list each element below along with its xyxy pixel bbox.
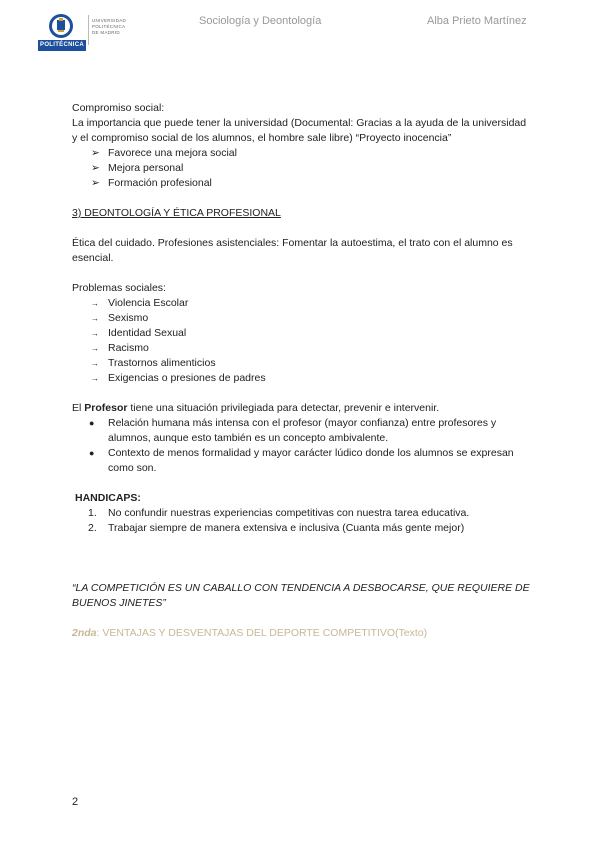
assignment-number: 2nda xyxy=(72,627,97,639)
list-bullet xyxy=(72,416,532,476)
paragraph xyxy=(72,401,532,416)
list-number: 1. xyxy=(88,507,97,519)
list-item xyxy=(72,521,532,536)
paragraph: Ética del cuidado. Profesiones asistenciales: Fomentar la autoestima, el trato con el alumno es esencial. xyxy=(72,237,513,264)
logo-text xyxy=(92,18,134,36)
arrow-bullet-icon: → xyxy=(91,299,99,308)
list-number: 2. xyxy=(88,522,97,534)
document-body xyxy=(72,101,532,641)
arrow-bullet-icon: → xyxy=(91,344,99,353)
logo-text-line: UNIVERSIDAD xyxy=(92,18,127,23)
list-item-text: No confundir nuestras experiencias competitivas con nuestra tarea educativa. xyxy=(108,507,470,519)
list-arrowhead xyxy=(72,146,532,191)
list-item-text: Relación humana más intensa con el profesor (mayor confianza) entre profesores y alumnos, aunque esto también es un concepto ambivalente. xyxy=(108,417,497,444)
page-number: 2 xyxy=(72,796,79,808)
list-item-text: Violencia Escolar xyxy=(108,297,189,309)
quote: “LA COMPETICIÓN ES UN CABALLO CON TENDENCIA A DESBOCARSE, QUE REQUIERE DE BUENOS JINETES” xyxy=(72,582,530,609)
list-item-text: Formación profesional xyxy=(108,177,212,189)
header-author: Alba Prieto Martínez xyxy=(427,15,527,27)
logo-divider xyxy=(88,15,89,45)
logo-text-line: POLITÉCNICA xyxy=(92,24,126,29)
list-item-text: Identidad Sexual xyxy=(108,327,187,339)
arrow-bullet-icon: → xyxy=(91,314,99,323)
header-title: Sociología y Deontología xyxy=(199,15,322,27)
arrow-bullet-icon: → xyxy=(91,329,99,338)
paragraph: Compromiso social: xyxy=(72,102,165,114)
list-item xyxy=(72,341,532,356)
list-item xyxy=(72,326,532,341)
assignment-text: : VENTAJAS Y DESVENTAJAS DEL DEPORTE COMPETITIVO(Texto) xyxy=(96,627,428,639)
section-heading: 3) DEONTOLOGÍA Y ÉTICA PROFESIONAL xyxy=(72,207,281,219)
list-item xyxy=(72,146,532,161)
list-arrow xyxy=(72,296,532,386)
list-item-text: Mejora personal xyxy=(108,162,184,174)
bullet-dot-icon: ● xyxy=(89,448,95,458)
text-run: tiene una situación privilegiada para detectar, prevenir e intervenir. xyxy=(127,402,440,414)
list-item xyxy=(72,356,532,371)
list-item xyxy=(72,311,532,326)
list-item xyxy=(72,176,532,191)
list-item xyxy=(72,296,532,311)
list-item-text: Sexismo xyxy=(108,312,149,324)
list-item-text: Racismo xyxy=(108,342,149,354)
logo-label: POLITÉCNICA xyxy=(38,40,86,51)
text-run: El xyxy=(72,402,85,414)
paragraph: Problemas sociales: xyxy=(72,282,166,294)
list-item xyxy=(72,506,532,521)
list-numbered xyxy=(72,506,532,536)
assignment-note xyxy=(72,626,532,641)
logo-text-line: DE MADRID xyxy=(92,30,120,35)
bold-text: Profesor xyxy=(84,402,128,414)
list-item-text: Contexto de menos formalidad y mayor carácter lúdico donde los alumnos se expresan como son. xyxy=(108,447,514,474)
list-item xyxy=(72,161,532,176)
crest-icon xyxy=(48,13,74,39)
paragraph: La importancia que puede tener la universidad (Documental: Gracias a la ayuda de la universidad y el compromiso social de los alumnos, el hombre sale libre) “Proyecto inocencia” xyxy=(72,117,527,144)
list-item xyxy=(72,446,532,476)
list-item xyxy=(72,371,532,386)
bullet-dot-icon: ● xyxy=(89,418,95,428)
arrowhead-bullet-icon: ➢ xyxy=(91,147,100,159)
handicaps-heading: HANDICAPS: xyxy=(75,492,141,504)
arrow-bullet-icon: → xyxy=(91,374,99,383)
arrowhead-bullet-icon: ➢ xyxy=(91,162,100,174)
list-item-text: Favorece una mejora social xyxy=(108,147,237,159)
arrow-bullet-icon: → xyxy=(91,359,99,368)
list-item-text: Trabajar siempre de manera extensiva e inclusiva (Cuanta más gente mejor) xyxy=(108,522,465,534)
list-item-text: Trastornos alimenticios xyxy=(108,357,216,369)
university-logo xyxy=(38,13,86,53)
list-item-text: Exigencias o presiones de padres xyxy=(108,372,266,384)
list-item xyxy=(72,416,532,446)
arrowhead-bullet-icon: ➢ xyxy=(91,177,100,189)
